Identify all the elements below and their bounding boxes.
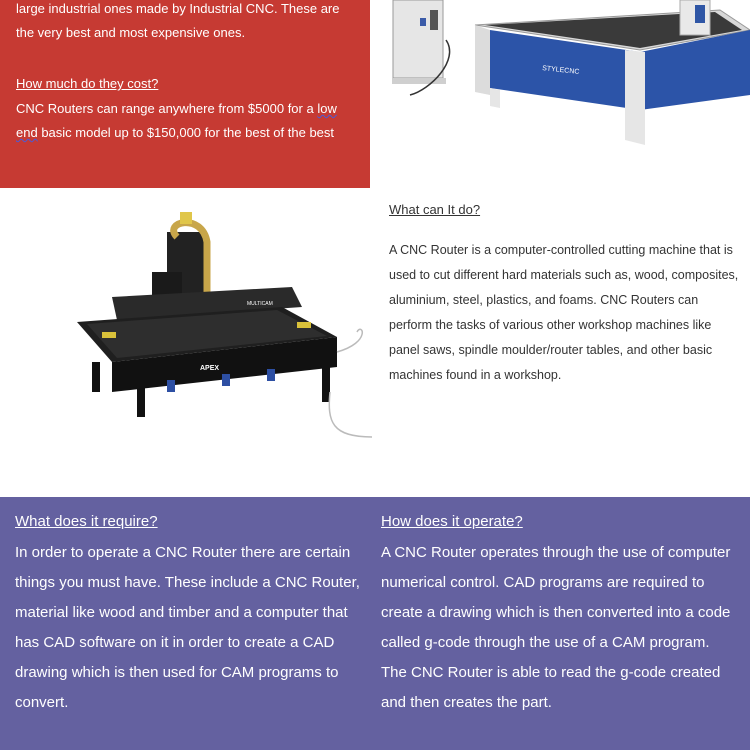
what-question-heading: What can It do?: [389, 202, 481, 217]
cost-section: [0, 0, 370, 188]
cnc-router-image-top: [390, 0, 750, 150]
cost-answer-suffix: basic model up to $150,000 for the best of the best: [37, 125, 335, 140]
operate-section: [381, 511, 736, 718]
spellcheck-word-low: low: [317, 101, 337, 116]
cost-question-heading: How much do they cost?: [16, 76, 159, 91]
cost-answer-text: [16, 97, 361, 145]
require-question-heading: What does it require?: [15, 513, 158, 530]
cost-intro-text: large industrial ones made by Industrial CNC. These are the very best and most expensive ones.: [16, 1, 340, 40]
spellcheck-word-end: end: [16, 125, 38, 140]
cnc-router-image-middle: [72, 212, 372, 447]
middle-machine-brand-label: APEX: [200, 365, 220, 372]
require-section: [15, 511, 360, 718]
bottom-info-panel: [0, 497, 750, 750]
cost-answer-prefix: CNC Routers can range anywhere from $5000 for a: [16, 101, 318, 116]
require-answer-text: In order to operate a CNC Router there are certain things you must have. These include a CNC Router, material like wood and timber and a computer that has CAD software on it in order to create a CAD drawing which is then used for CAM programs to convert.: [15, 544, 360, 711]
operate-question-heading: How does it operate?: [381, 513, 523, 530]
operate-answer-text: A CNC Router operates through the use of computer numerical control. CAD programs are required to create a drawing which is then converted into a code called g-code through the use of a CAM program. The CNC Router is able to read the g-code created and then creates the part.: [381, 544, 731, 711]
what-answer-text: A CNC Router is a computer-controlled cutting machine that is used to cut different hard materials such as, wood, composites, aluminium, steel, plastics, and foams. CNC Routers can perform the tasks of various other workshop machines like panel saws, spindle moulder/router tables, and other basic machines found in a workshop.: [389, 243, 739, 382]
top-machine-brand-label: STYLECNC: [541, 65, 580, 76]
what-section: [389, 200, 741, 388]
middle-machine-gantry-label: MULTICAM: [247, 301, 273, 307]
